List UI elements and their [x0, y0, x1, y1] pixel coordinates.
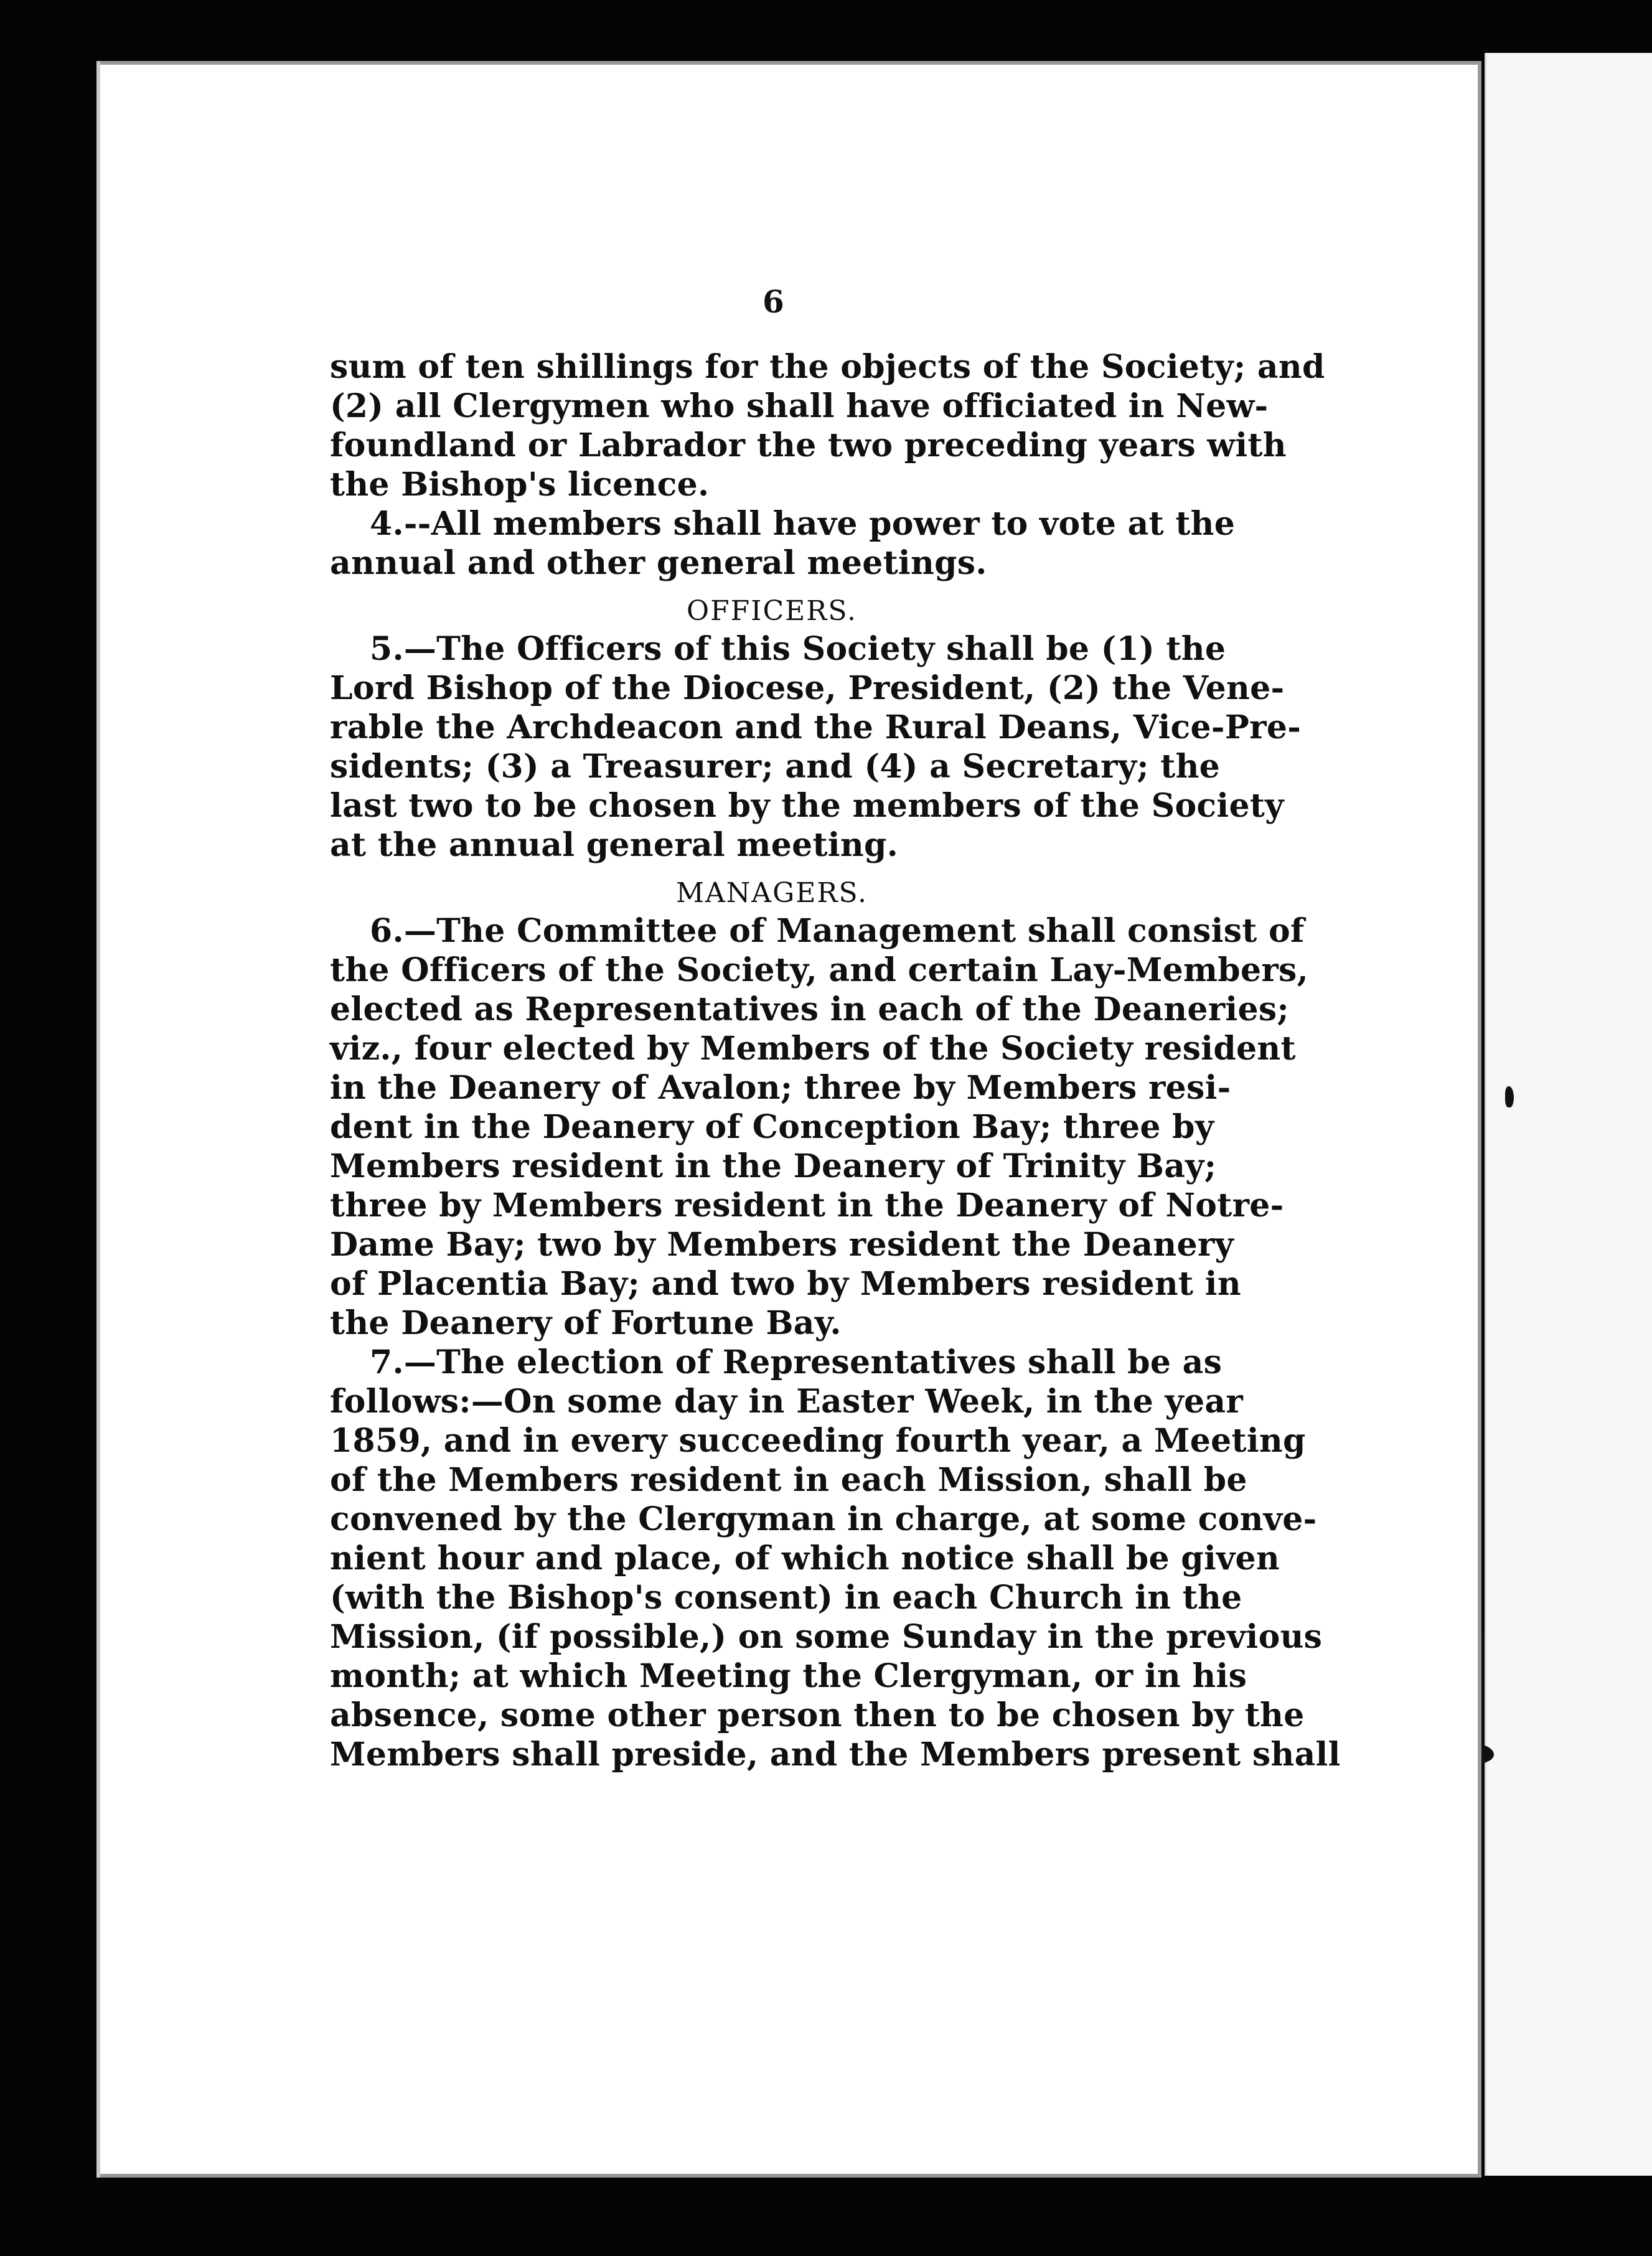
text-line: of the Members resident in each Mission, shall be: [330, 1461, 1247, 1499]
text-line: (2) all Clergymen who shall have officiated in New-: [330, 387, 1269, 425]
body-text: [330, 347, 1341, 1774]
text-line: convened by the Clergyman in charge, at some conve-: [330, 1500, 1317, 1538]
text-line: Members shall preside, and the Members present shall: [330, 1736, 1341, 1774]
adjacent-page-edge: [1485, 53, 1652, 2176]
text-line: nient hour and place, of which notice shall be given: [330, 1539, 1280, 1577]
text-line: (with the Bishop's consent) in each Church in the: [330, 1579, 1242, 1617]
text-line: Mission, (if possible,) on some Sunday in the previous: [330, 1618, 1323, 1656]
text-line: 5.—The Officers of this Society shall be (1) the: [370, 630, 1226, 668]
page-number: 6: [763, 283, 784, 320]
text-line: elected as Representatives in each of the Deaneries;: [330, 990, 1289, 1028]
text-line: month; at which Meeting the Clergyman, or in his: [330, 1657, 1247, 1695]
ink-blot: [1505, 1086, 1514, 1107]
text-line: in the Deanery of Avalon; three by Members resi-: [330, 1069, 1231, 1107]
text-line: foundland or Labrador the two preceding years with: [330, 426, 1287, 464]
text-line: Members resident in the Deanery of Trinity Bay;: [330, 1147, 1217, 1185]
text-line: of Placentia Bay; and two by Members resident in: [330, 1265, 1241, 1303]
text-line: dent in the Deanery of Conception Bay; three by: [330, 1108, 1214, 1146]
text-line: Lord Bishop of the Diocese, President, (2) the Vene-: [330, 669, 1285, 707]
text-line: follows:—On some day in Easter Week, in the year: [330, 1383, 1244, 1421]
text-line: at the annual general meeting.: [330, 826, 899, 864]
text-line: three by Members resident in the Deanery of Notre-: [330, 1187, 1284, 1224]
text-line: rable the Archdeacon and the Rural Deans, Vice-Pre-: [330, 708, 1302, 746]
section-heading-officers: OFFICERS.: [687, 595, 857, 627]
text-line: last two to be chosen by the members of the Society: [330, 787, 1284, 825]
text-line: annual and other general meetings.: [330, 544, 987, 582]
text-line: 4.--All members shall have power to vote at the: [370, 505, 1236, 543]
text-line: the Deanery of Fortune Bay.: [330, 1304, 842, 1342]
text-line: 6.—The Committee of Management shall consist of: [370, 912, 1305, 950]
text-line: 7.—The election of Representatives shall be as: [370, 1343, 1223, 1381]
section-heading-managers: MANAGERS.: [675, 877, 868, 909]
page-left-edge: [96, 61, 100, 2178]
text-line: sum of ten shillings for the objects of the Society; and: [330, 348, 1325, 386]
text-line: Dame Bay; two by Members resident the Deanery: [330, 1226, 1234, 1264]
text-line: 1859, and in every succeeding fourth year, a Meeting: [330, 1422, 1306, 1460]
text-line: sidents; (3) a Treasurer; and (4) a Secretary; the: [330, 748, 1221, 786]
text-line: viz., four elected by Members of the Society resident: [330, 1030, 1296, 1068]
text-line: absence, some other person then to be chosen by the: [330, 1696, 1305, 1734]
text-line: the Officers of the Society, and certain Lay-Members,: [330, 951, 1309, 989]
text-line: the Bishop's licence.: [330, 466, 710, 504]
